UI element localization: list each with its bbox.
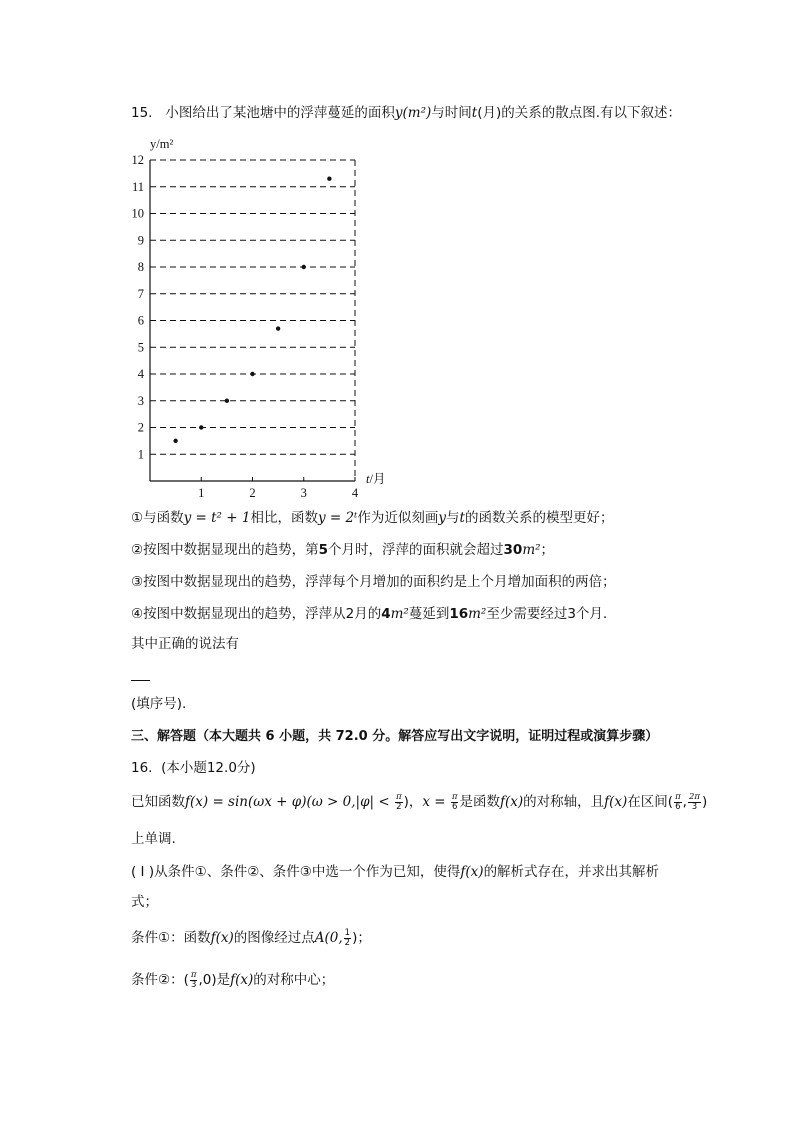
y-tick-4: 4 bbox=[137, 367, 144, 381]
x-tick-3: 3 bbox=[300, 486, 307, 500]
statement-1: ①与函数y = t² + 1相比，函数y = 2ᵗ作为近似刻画y与t的函数关系的模型更好； bbox=[131, 510, 614, 526]
q15-conclusion: 其中正确的说法有 bbox=[131, 636, 239, 652]
data-point-5 bbox=[276, 326, 280, 330]
y-tick-1: 1 bbox=[137, 447, 144, 462]
y-tick-10: 10 bbox=[131, 206, 144, 221]
y-tick-11: 11 bbox=[131, 179, 144, 194]
y-axis-label: y/m² bbox=[150, 137, 174, 151]
y-tick-9: 9 bbox=[137, 233, 144, 248]
y-tick-12: 12 bbox=[131, 153, 144, 167]
data-point-1 bbox=[173, 439, 177, 443]
y-tick-2: 2 bbox=[137, 420, 144, 435]
x-tick-4: 4 bbox=[351, 486, 359, 500]
data-points bbox=[173, 177, 331, 444]
q16-header: 16. (本小题12.0分) bbox=[131, 760, 256, 776]
gridlines bbox=[150, 160, 355, 481]
data-point-7 bbox=[327, 177, 331, 181]
section-3-title: 三、解答题（本大题共 6 小题，共 72.0 分。解答应写出文字说明，证明过程或演算步骤） bbox=[131, 729, 659, 744]
y-tick-7: 7 bbox=[137, 286, 144, 301]
statement-2: ②按图中数据显现出的趋势，第5个月时，浮萍的面积就会超过30m²； bbox=[131, 542, 555, 558]
scatter-chart bbox=[118, 130, 408, 500]
q15-fill-hint: (填序号). bbox=[131, 696, 187, 712]
x-tick-2: 2 bbox=[249, 486, 256, 500]
q16-part1-cont: 式； bbox=[131, 894, 158, 910]
statement-3: ③按图中数据显现出的趋势，浮萍每个月增加的面积约是上个月增加面积的两倍； bbox=[131, 574, 616, 590]
statement-4: ④按图中数据显现出的趋势，浮萍从2月的4m²蔓延到16m²至少需要经过3个月. bbox=[131, 606, 608, 622]
q15-number: 15. bbox=[131, 105, 153, 121]
answer-blank bbox=[131, 680, 150, 681]
q15-stem: 15. 小图给出了某池塘中的浮萍蔓延的面积y(m²)与时间t(月)的关系的散点图.有以下叙述： bbox=[131, 105, 682, 121]
data-point-3 bbox=[225, 399, 229, 403]
data-point-6 bbox=[302, 265, 306, 269]
x-axis-label: t/月 bbox=[366, 472, 386, 486]
data-point-4 bbox=[250, 372, 254, 376]
x-tick-1: 1 bbox=[198, 486, 205, 500]
q16-line2: 上单调. bbox=[131, 831, 176, 847]
y-tick-5: 5 bbox=[137, 340, 144, 355]
q16-part1: ( I )从条件①、条件②、条件③中选一个作为已知，使得f(x)的解析式存在，并求出其解析 bbox=[131, 864, 660, 880]
y-tick-labels bbox=[132, 153, 145, 461]
condition-1: 条件①：函数f(x)的图像经过点A(0, $\frac{1}{2}$ )； bbox=[131, 927, 371, 948]
data-point-2 bbox=[199, 425, 203, 429]
q16-line1: 已知函数f(x) = sin(ωx + φ)(ω > 0,|φ| < $\frac{\pi}{2}$ )，x = $\frac{\pi}{6}$ 是函数f(x)的对称轴，且f(x)在区间( $\frac{\pi}{6}$ , $\frac{2\pi}{3}$ ) bbox=[131, 791, 708, 812]
condition-2: 条件②：( $\frac{\pi}{3}$ ,0)是f(x)的对称中心； bbox=[131, 969, 335, 990]
y-tick-3: 3 bbox=[137, 393, 144, 408]
y-tick-8: 8 bbox=[137, 260, 144, 274]
y-tick-6: 6 bbox=[137, 313, 144, 328]
